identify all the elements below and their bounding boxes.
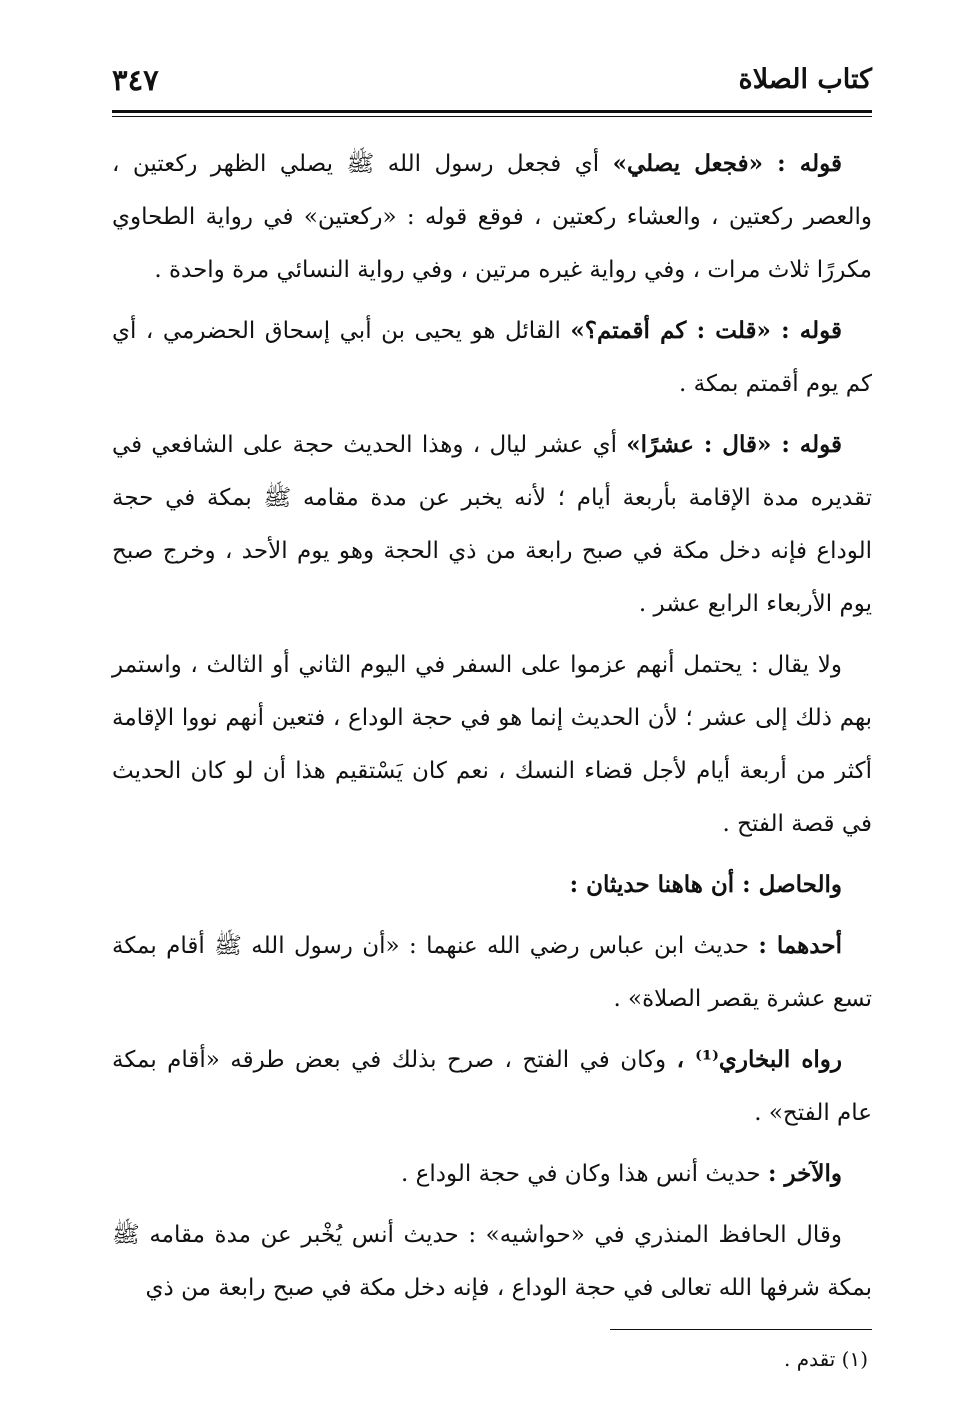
paragraph (112, 1208, 872, 1315)
paragraph (112, 919, 872, 1026)
footnote-divider (610, 1329, 872, 1330)
paragraph-text: وقال الحافظ المنذري في «حواشيه» : حديث أنس يُخْبر عن مدة مقامه ﷺ بمكة شرفها الله تعالى في حجة الوداع ، فإنه دخل مكة في صبح رابعة من ذي (112, 1222, 872, 1301)
paragraph (112, 1033, 872, 1140)
page-number: ٣٤٧ (112, 63, 159, 97)
paragraph-lead: والحاصل : أن هاهنا حديثان : (569, 871, 842, 898)
page-header (112, 58, 872, 102)
paragraph-lead: قوله : «قال : عشرًا» (626, 431, 843, 458)
paragraph (112, 1147, 872, 1201)
paragraph-text: ولا يقال : يحتمل أنهم عزموا على السفر في اليوم الثاني أو الثالث ، واستمر بهم ذلك إلى عشر ؛ لأن الحديث إنما هو في حجة الوداع ، فتعين أنهم نووا الإقامة أكثر من أربعة أيام لأجل قضاء النسك ، نعم كان يَسْتقيم هذا أن لو كان الحديث في قصة الفتح . (112, 652, 872, 837)
paragraph (112, 638, 872, 851)
paragraph (112, 304, 872, 411)
paragraph-lead: رواه البخاري⁽¹⁾ ، (676, 1046, 842, 1073)
header-divider (112, 110, 872, 113)
header-divider-thin (112, 116, 872, 117)
footnote: (١) تقدم . (783, 1347, 868, 1371)
paragraph-text: القائل هو يحيى بن أبي إسحاق الحضرمي ، أي كم يوم أقمتم بمكة . (112, 318, 872, 397)
book-title: كتاب الصلاة (738, 64, 872, 95)
paragraph-text: أي فجعل رسول الله ﷺ يصلي الظهر ركعتين ، والعصر ركعتين ، والعشاء ركعتين ، فوقع قوله : «ركعتين» في رواية الطحاوي مكررًا ثلاث مرات ، وفي رواية غيره مرتين ، وفي رواية النسائي مرة واحدة . (112, 151, 872, 283)
paragraph-lead: أحدهما : (758, 932, 842, 959)
paragraph-lead: والآخر : (767, 1160, 842, 1187)
paragraph-lead: قوله : «قلت : كم أقمتم؟» (570, 317, 842, 344)
paragraph (112, 418, 872, 631)
paragraph-text: أي عشر ليال ، وهذا الحديث حجة على الشافعي في تقديره مدة الإقامة بأربعة أيام ؛ لأنه يخبر عن مدة مقامه ﷺ بمكة في حجة الوداع فإنه دخل مكة في صبح رابعة من ذي الحجة وهو يوم الأحد ، وخرج صبح يوم الأربعاء الرابع عشر . (112, 432, 872, 617)
paragraph (112, 137, 872, 297)
paragraph (112, 858, 872, 912)
paragraph-text: حديث ابن عباس رضي الله عنهما : «أن رسول الله ﷺ أقام بمكة تسع عشرة يقصر الصلاة» . (112, 933, 872, 1012)
body-text (112, 137, 872, 1315)
paragraph-lead: قوله : «فجعل يصلي» (612, 150, 842, 177)
paragraph-text: حديث أنس هذا وكان في حجة الوداع . (401, 1161, 768, 1187)
paragraph-text: وكان في الفتح ، صرح بذلك في بعض طرقه «أقام بمكة عام الفتح» . (112, 1047, 872, 1126)
book-page (112, 58, 872, 1378)
